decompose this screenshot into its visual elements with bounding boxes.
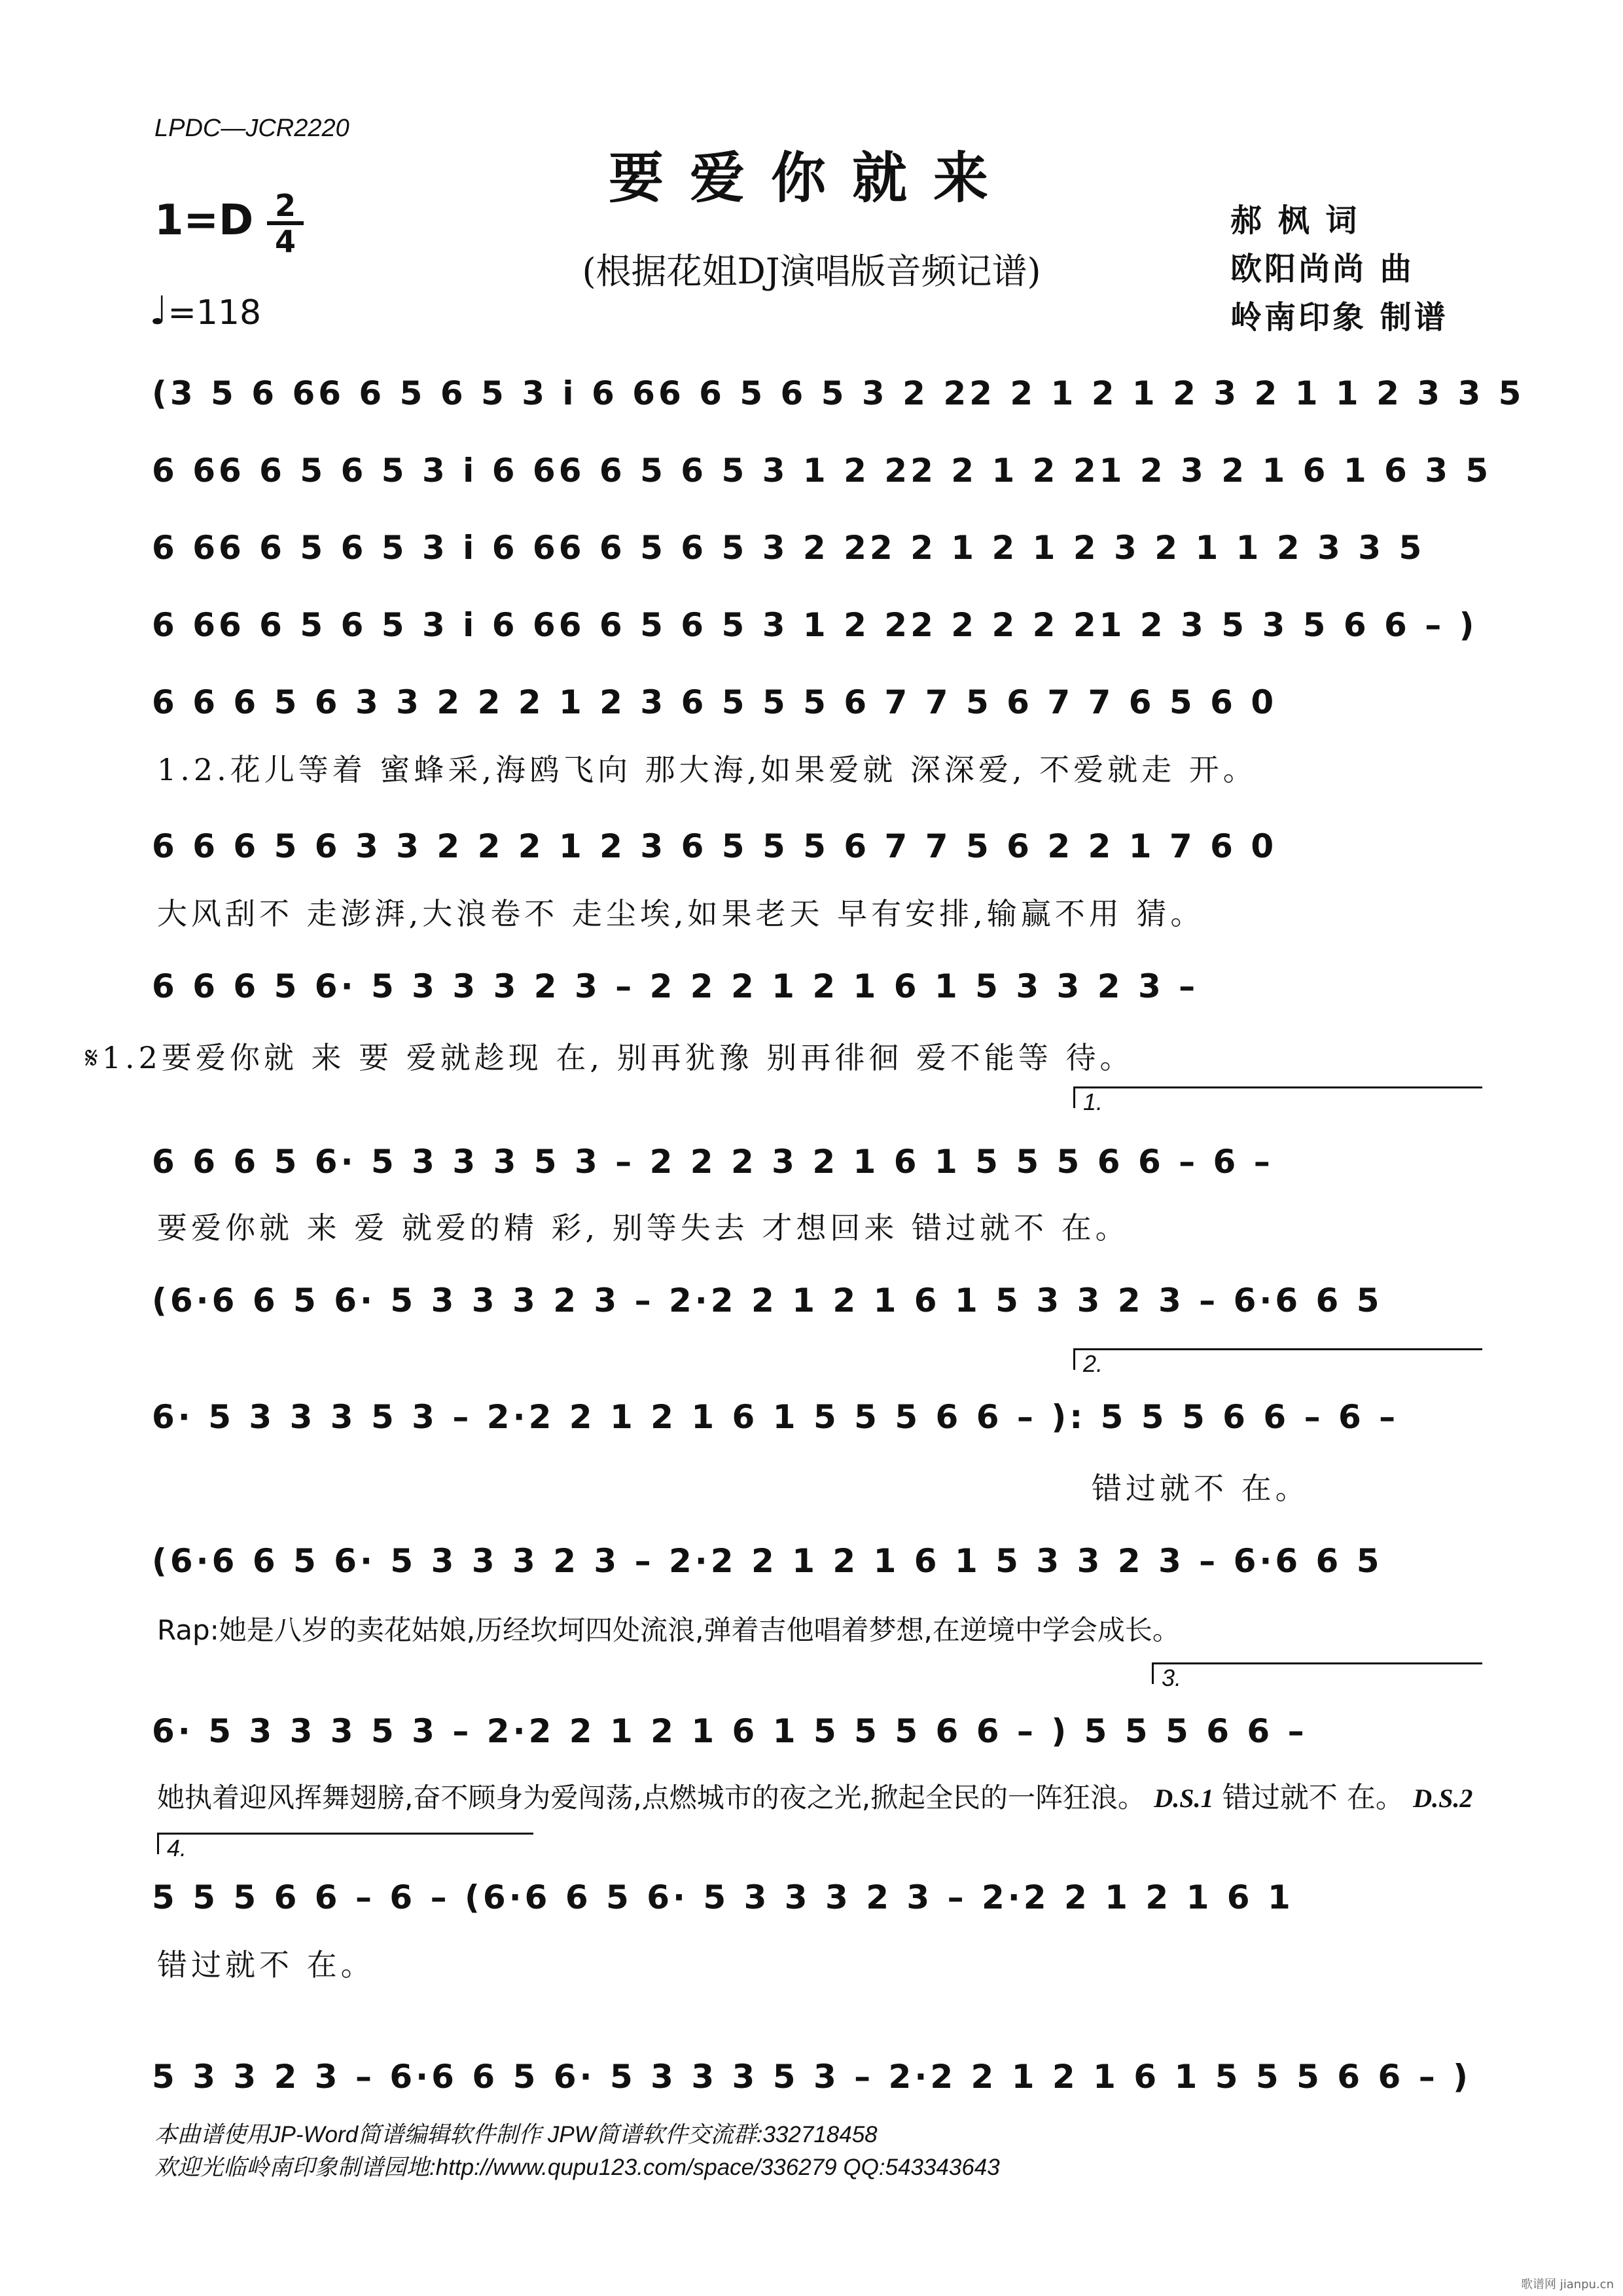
- song-subtitle: (根据花姐DJ演唱版音频记谱): [582, 251, 1041, 292]
- staff-line: 6 6 6 5 6 3 3 2 2 2 1 2 3 6 5 5 5 6 7 7 5 6 7 7 6 5 6 0: [152, 683, 1277, 721]
- lyric-line: 𝄋1.2要爱你就 来 要 爱就趁现 在, 别再犹豫 别再徘徊 爱不能等 待。: [85, 1040, 1134, 1075]
- staff-line: 6 6 6 5 6 3 3 2 2 2 1 2 3 6 5 5 5 6 7 7 5 6 2 2 1 7 6 0: [152, 827, 1277, 865]
- volta-bracket: 2.: [1073, 1348, 1482, 1370]
- ds2-marker: D.S.2: [1413, 1784, 1473, 1813]
- time-signature: [267, 190, 304, 258]
- lyric-line: 错过就不 在。: [1092, 1471, 1310, 1506]
- time-bottom: 4: [274, 224, 296, 259]
- lyric-line: 大风刮不 走澎湃,大浪卷不 走尘埃,如果老天 早有安排,输赢不用 猜。: [157, 896, 1205, 931]
- lyric-line: 要爱你就 来 爱 就爱的精 彩, 别等失去 才想回来 错过就不 在。: [157, 1210, 1130, 1246]
- staff-line: 5 5 5 6 6 – 6 – (6·6 6 5 6· 5 3 3 3 2 3 – 2·2 2 1 2 1 6 1: [152, 1878, 1294, 1916]
- quarter-note-icon: ♩: [149, 288, 168, 334]
- staff-line: 6 6 6 5 6· 5 3 3 3 2 3 – 2 2 2 1 2 1 6 1 5 3 3 2 3 –: [152, 967, 1199, 1005]
- staff-line: 6 66 6 5 6 5 3 i 6 66 6 5 6 5 3 1 2 22 2 1 2 21 2 3 2 1 6 1 6 3 5: [152, 452, 1492, 490]
- staff-line: 6 66 6 5 6 5 3 i 6 66 6 5 6 5 3 1 2 22 2 2 2 21 2 3 5 3 5 6 6 – ): [152, 606, 1478, 644]
- watermark: 歌谱网 jianpu.cn: [1520, 2278, 1614, 2291]
- staff-line: 6· 5 3 3 3 5 3 – 2·2 2 1 2 1 6 1 5 5 5 6 6 – ) 5 5 5 6 6 –: [152, 1712, 1308, 1750]
- staff-line: 6 6 6 5 6· 5 3 3 3 5 3 – 2 2 2 3 2 1 6 1 5 5 5 6 6 – 6 –: [152, 1143, 1274, 1181]
- lyricist-credit: 郝 枫 词: [1230, 202, 1360, 239]
- arranger-credit: 岭南印象 制谱: [1230, 299, 1448, 336]
- composer-credit: 欧阳尚尚 曲: [1230, 251, 1414, 287]
- staff-line: 6· 5 3 3 3 5 3 – 2·2 2 1 2 1 6 1 5 5 5 6 6 – ): 5 5 5 6 6 – 6 –: [152, 1398, 1399, 1436]
- time-top: 2: [267, 190, 304, 225]
- tempo-marking: [149, 288, 261, 334]
- ds1-marker: D.S.1: [1154, 1784, 1214, 1813]
- key-signature: 1=D: [154, 196, 254, 245]
- staff-line: (6·6 6 5 6· 5 3 3 3 2 3 – 2·2 2 1 2 1 6 1 5 3 3 2 3 – 6·6 6 5: [152, 1282, 1383, 1319]
- staff-line: 5 3 3 2 3 – 6·6 6 5 6· 5 3 3 3 5 3 – 2·2 2 1 2 1 6 1 5 5 5 6 6 – ): [152, 2058, 1471, 2096]
- lyric-line: 错过就不 在。: [157, 1947, 375, 1982]
- tempo-value: =118: [168, 293, 262, 332]
- song-title: 要爱你就来: [608, 145, 1014, 210]
- rap-line: Rap:她是八岁的卖花姑娘,历经坎坷四处流浪,弹着吉他唱着梦想,在逆境中学会成长。: [157, 1614, 1180, 1646]
- rap-line: 她执着迎风挥舞翅膀,奋不顾身为爱闯荡,点燃城市的夜之光,掀起全民的一阵狂浪。 D.S.1 错过就不 在。 D.S.2: [157, 1781, 1473, 1814]
- staff-line: (6·6 6 5 6· 5 3 3 3 2 3 – 2·2 2 1 2 1 6 1 5 3 3 2 3 – 6·6 6 5: [152, 1542, 1383, 1580]
- footer-line-2: 欢迎光临岭南印象制谱园地:http://www.qupu123.com/space/336279 QQ:543343643: [154, 2155, 1000, 2180]
- footer-line-1: 本曲谱使用JP-Word简谱编辑软件制作 JPW简谱软件交流群:332718458: [154, 2122, 878, 2147]
- score-code: LPDC—JCR2220: [154, 115, 349, 142]
- lyric-line: 1.2.花儿等着 蜜蜂采,海鸥飞向 那大海,如果爱就 深深爱, 不爱就走 开。: [157, 752, 1257, 787]
- volta-bracket: 3.: [1152, 1662, 1482, 1684]
- volta-bracket: 1.: [1073, 1086, 1482, 1108]
- staff-line: (3 5 6 66 6 5 6 5 3 i 6 66 6 5 6 5 3 2 22 2 1 2 1 2 3 2 1 1 2 3 3 5: [152, 374, 1525, 412]
- staff-line: 6 66 6 5 6 5 3 i 6 66 6 5 6 5 3 2 22 2 1 2 1 2 3 2 1 1 2 3 3 5: [152, 529, 1425, 567]
- volta-bracket: 4.: [157, 1833, 533, 1854]
